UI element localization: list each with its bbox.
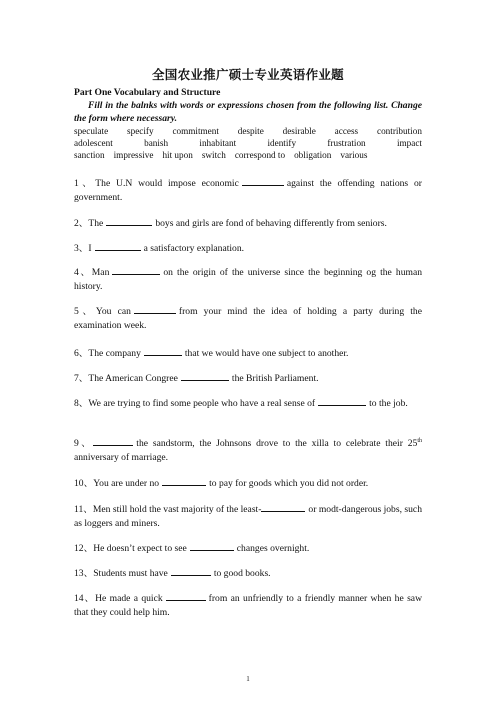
question-text: He made a quick (95, 593, 163, 604)
question-text: The U.N would impose economic (95, 178, 239, 189)
question-1 (74, 176, 422, 204)
answer-blank[interactable] (190, 541, 234, 551)
question-text: You are under no (93, 478, 160, 489)
question-number: 11、 (74, 504, 93, 515)
word-list-row-3 (74, 149, 422, 161)
question-text: anniversary of marriage. (74, 451, 169, 463)
answer-blank[interactable] (134, 304, 176, 314)
word: correspond to (234, 150, 286, 160)
document-title: 全国农业推广硕士专业英语作业题 (151, 67, 344, 82)
word: identify (267, 138, 297, 148)
question-text: I (88, 243, 92, 254)
question-2 (74, 216, 422, 231)
question-text: to good books. (213, 568, 271, 579)
answer-blank[interactable] (171, 566, 211, 576)
question-text: You can (95, 306, 131, 317)
word: commitment (172, 126, 219, 136)
answer-blank[interactable] (95, 241, 141, 251)
word: despite (237, 126, 264, 136)
question-text: The (88, 218, 104, 229)
word-list-row-2 (74, 137, 422, 149)
question-number: 9、 (74, 438, 94, 449)
question-8 (74, 396, 422, 411)
word: hit upon (162, 150, 193, 160)
question-text: Men still hold the vast majority of the least- (92, 504, 262, 515)
word: banish (144, 138, 169, 148)
question-number: 10、 (74, 478, 94, 489)
question-number: 7、 (74, 373, 89, 384)
word-list (74, 125, 422, 161)
question-6 (74, 346, 422, 361)
answer-blank[interactable] (93, 436, 133, 446)
question-text: from an unfriendly to a friendly manner when he saw that they could help him. (74, 593, 422, 618)
question-10 (74, 476, 422, 491)
question-13 (74, 566, 422, 581)
question-text: He doesn’t expect to see (93, 543, 187, 554)
word: desirable (282, 126, 316, 136)
question-7 (74, 371, 422, 386)
question-text: The company (88, 348, 141, 359)
page-number: 1 (246, 675, 250, 683)
question-number: 3、 (74, 243, 89, 254)
word: obligation (294, 150, 332, 160)
question-text: to pay for goods which you did not order. (209, 478, 369, 489)
answer-blank[interactable] (144, 346, 182, 356)
question-number: 2、 (74, 218, 89, 229)
answer-blank[interactable] (162, 476, 206, 486)
question-5 (74, 304, 422, 332)
question-9 (74, 436, 422, 464)
question-text: boys and girls are fond of behaving differently from seniors. (155, 218, 387, 229)
question-text: Man (91, 267, 110, 278)
question-text: Students must have (93, 568, 168, 579)
word: switch (201, 150, 226, 160)
word: sanction (74, 150, 105, 160)
question-number: 1、 (74, 178, 96, 189)
word: adolescent (74, 138, 113, 148)
word: frustration (327, 138, 366, 148)
question-text: the sandstorm, the Johnsons drove to the xilla to celebrate their 25 (136, 438, 418, 449)
answer-blank[interactable] (106, 216, 152, 226)
word: various (340, 150, 368, 160)
question-number: 13、 (74, 568, 94, 579)
instructions: Fill in the balnks with words or expressions chosen from the following list. Change the form where necessary. (74, 100, 422, 124)
question-text: against the offending nations or government. (74, 178, 422, 203)
question-14 (74, 591, 422, 619)
question-text: changes overnight. (236, 543, 310, 554)
question-4 (74, 265, 422, 293)
word: speculate (74, 126, 109, 136)
question-number: 5、 (74, 306, 96, 317)
question-text: that we would have one subject to another. (184, 348, 349, 359)
question-text: a satisfactory explanation. (143, 243, 245, 254)
answer-blank[interactable] (181, 371, 229, 381)
question-11 (74, 502, 422, 530)
word: contribution (377, 126, 422, 136)
part-heading: Part One Vocabulary and Structure (74, 87, 221, 98)
answer-blank[interactable] (166, 591, 206, 601)
word: impressive (113, 150, 154, 160)
word-list-row-1 (74, 125, 422, 137)
question-number: 12、 (74, 543, 94, 554)
word: specify (127, 126, 154, 136)
question-text: from your mind the idea of holding a party during the examination week. (74, 306, 422, 331)
question-number: 6、 (74, 348, 89, 359)
question-number: 14、 (74, 593, 96, 604)
word: access (334, 126, 359, 136)
question-number: 8、 (74, 398, 89, 409)
question-number: 4、 (74, 267, 92, 278)
answer-blank[interactable] (112, 265, 160, 275)
answer-blank[interactable] (261, 502, 305, 512)
question-text: or modt-dangerous jobs, such as loggers and miners. (74, 504, 422, 529)
question-text: the British Parliament. (231, 373, 319, 384)
word: impact (396, 138, 422, 148)
answer-blank[interactable] (318, 396, 366, 406)
question-3 (74, 241, 422, 256)
question-text: We are trying to find some people who have a real sense of (88, 398, 316, 409)
question-12 (74, 541, 422, 556)
question-text: to the job. (369, 398, 408, 409)
question-text: The American Congree (88, 373, 178, 384)
answer-blank[interactable] (242, 176, 284, 186)
question-text: on the origin of the universe since the beginning og the human history. (74, 267, 423, 292)
word: inhabitant (199, 138, 237, 148)
ordinal-suffix: th (417, 437, 422, 444)
